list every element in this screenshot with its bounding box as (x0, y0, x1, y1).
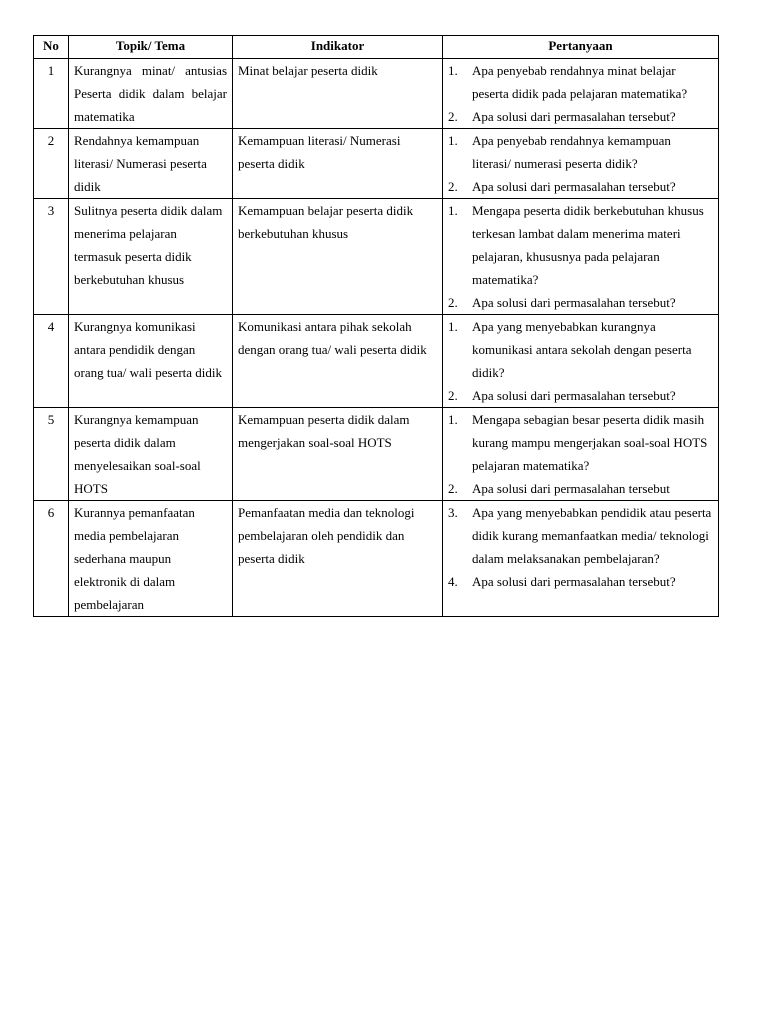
table-header-row (34, 36, 719, 59)
questions-cell (443, 315, 719, 408)
question-text: Apa solusi dari permasalahan tersebut? (472, 179, 676, 194)
question-text: Mengapa sebagian besar peserta didik masih kurang mampu mengerjakan soal-soal HOTS pelajaran matematika? (472, 412, 708, 473)
header-topic: Topik/ Tema (69, 36, 233, 59)
indicator-cell: Komunikasi antara pihak sekolah dengan orang tua/ wali peserta didik (233, 315, 443, 408)
question-item (448, 199, 713, 291)
question-text: Apa solusi dari permasalahan tersebut? (472, 109, 676, 124)
question-text: Apa solusi dari permasalahan tersebut? (472, 388, 676, 403)
question-number: 1. (448, 203, 458, 218)
header-questions: Pertanyaan (443, 36, 719, 59)
question-item (448, 315, 713, 384)
questions-cell (443, 59, 719, 129)
row-number: 5 (34, 408, 69, 501)
topic-cell: Kurangnya komunikasi antara pendidik dengan orang tua/ wali peserta didik (69, 315, 233, 408)
table-row (34, 59, 719, 129)
table-row (34, 501, 719, 617)
question-item (448, 291, 713, 314)
question-item (448, 570, 713, 593)
header-no: No (34, 36, 69, 59)
question-number: 1. (448, 412, 458, 427)
topic-cell: Kurannya pemanfaatan media pembelajaran sederhana maupun elektronik di dalam pembelajaran (69, 501, 233, 617)
question-list (448, 408, 713, 500)
question-text: Apa yang menyebabkan kurangnya komunikasi antara sekolah dengan peserta didik? (472, 319, 692, 380)
question-number: 2. (448, 481, 458, 496)
question-number: 4. (448, 574, 458, 589)
question-list (448, 199, 713, 314)
question-list (448, 129, 713, 198)
questions-cell (443, 501, 719, 617)
table-row (34, 408, 719, 501)
question-number: 2. (448, 179, 458, 194)
question-number: 3. (448, 505, 458, 520)
question-text: Apa solusi dari permasalahan tersebut (472, 481, 670, 496)
question-number: 1. (448, 319, 458, 334)
indicator-cell: Pemanfaatan media dan teknologi pembelajaran oleh pendidik dan peserta didik (233, 501, 443, 617)
topic-cell: Rendahnya kemampuan literasi/ Numerasi peserta didik (69, 129, 233, 199)
question-text: Apa penyebab rendahnya kemampuan literasi/ numerasi peserta didik? (472, 133, 671, 171)
survey-table (33, 35, 719, 617)
questions-cell (443, 129, 719, 199)
question-item (448, 477, 713, 500)
question-text: Apa solusi dari permasalahan tersebut? (472, 574, 676, 589)
table-row (34, 129, 719, 199)
question-item (448, 384, 713, 407)
question-list (448, 315, 713, 407)
row-number: 2 (34, 129, 69, 199)
questions-cell (443, 199, 719, 315)
indicator-cell: Minat belajar peserta didik (233, 59, 443, 129)
question-list (448, 501, 713, 593)
question-number: 2. (448, 388, 458, 403)
question-text: Mengapa peserta didik berkebutuhan khusus terkesan lambat dalam menerima materi pelajaran, khususnya pada pelajaran matematika? (472, 203, 704, 287)
question-list (448, 59, 713, 128)
question-item (448, 501, 713, 570)
row-number: 1 (34, 59, 69, 129)
question-item (448, 175, 713, 198)
header-indicator: Indikator (233, 36, 443, 59)
topic-cell: Sulitnya peserta didik dalam menerima pelajaran termasuk peserta didik berkebutuhan khusus (69, 199, 233, 315)
question-text: Apa yang menyebabkan pendidik atau peserta didik kurang memanfaatkan media/ teknologi dalam melaksanakan pembelajaran? (472, 505, 712, 566)
question-number: 1. (448, 63, 458, 78)
question-number: 2. (448, 109, 458, 124)
question-text: Apa solusi dari permasalahan tersebut? (472, 295, 676, 310)
row-number: 4 (34, 315, 69, 408)
question-number: 2. (448, 295, 458, 310)
row-number: 6 (34, 501, 69, 617)
question-text: Apa penyebab rendahnya minat belajar peserta didik pada pelajaran matematika? (472, 63, 688, 101)
indicator-cell: Kemampuan literasi/ Numerasi peserta didik (233, 129, 443, 199)
table-row (34, 199, 719, 315)
indicator-cell: Kemampuan peserta didik dalam mengerjakan soal-soal HOTS (233, 408, 443, 501)
question-item (448, 129, 713, 175)
question-item (448, 59, 713, 105)
row-number: 3 (34, 199, 69, 315)
question-item (448, 408, 713, 477)
question-number: 1. (448, 133, 458, 148)
topic-cell: Kurangnya minat/ antusias Peserta didik dalam belajar matematika (69, 59, 233, 129)
question-item (448, 105, 713, 128)
topic-cell: Kurangnya kemampuan peserta didik dalam menyelesaikan soal-soal HOTS (69, 408, 233, 501)
questions-cell (443, 408, 719, 501)
table-row (34, 315, 719, 408)
indicator-cell: Kemampuan belajar peserta didik berkebutuhan khusus (233, 199, 443, 315)
